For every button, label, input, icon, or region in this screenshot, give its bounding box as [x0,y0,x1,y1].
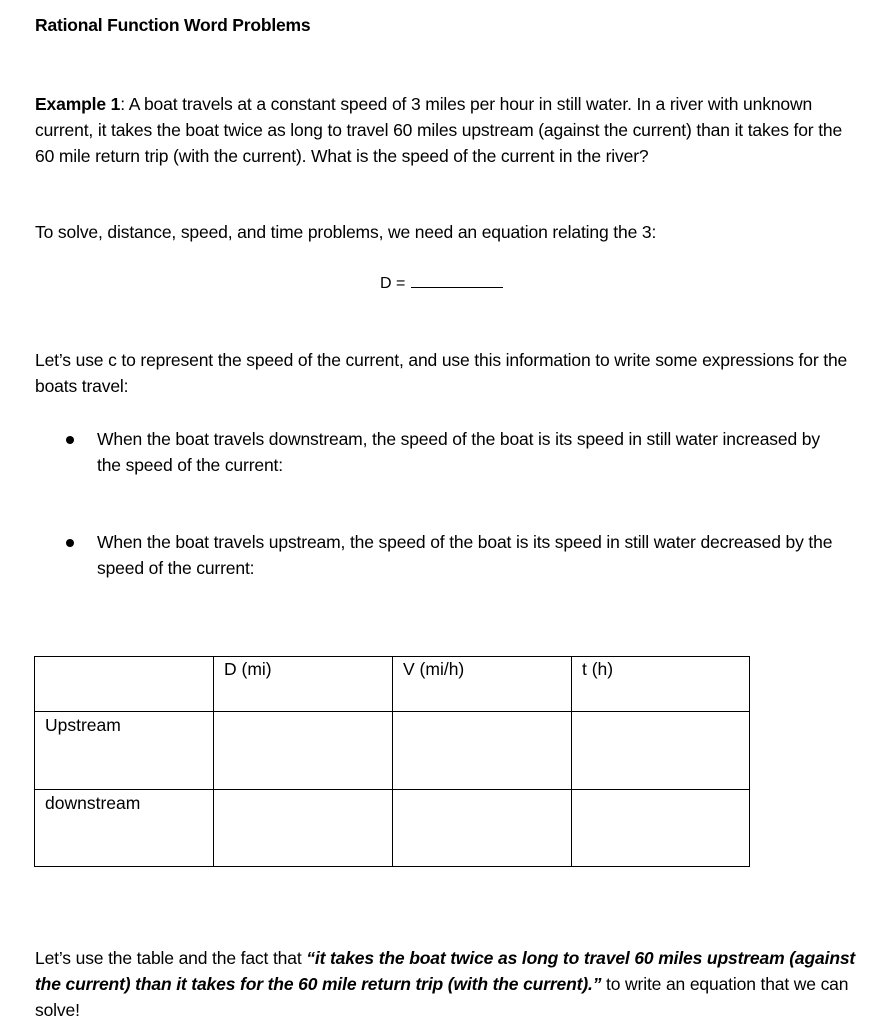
table-cell [393,712,572,790]
bullet-item-downstream [60,426,840,478]
table-header-cell: t (h) [572,657,750,712]
table-row [35,712,750,790]
bullet-icon [66,436,74,444]
example-separator: : [120,94,129,114]
table-row-label: downstream [35,790,214,867]
bullet-icon [66,539,74,547]
example-text: A boat travels at a constant speed of 3 miles per hour in still water. In a river with unknown current, it takes the boat twice as long to travel 60 miles upstream (against the current) than it takes for the 60 mile return trip (with the current). What is the speed of the current in the river? [35,94,843,166]
example-problem [35,91,865,169]
closing-suffix: to write an equation that we can solve! [35,974,849,1020]
table-cell [214,712,393,790]
closing-prefix: Let’s use the table and the fact that [35,948,307,968]
page-title: Rational Function Word Problems [35,15,311,35]
formula-lhs: D = [380,275,406,292]
bullet-text: When the boat travels upstream, the speed of the boat is its speed in still water decreased by the speed of the current: [97,532,833,578]
table-header-cell: D (mi) [214,657,393,712]
table-row [35,790,750,867]
table-cell [214,790,393,867]
table-header-cell: V (mi/h) [393,657,572,712]
example-label: Example 1 [35,94,121,114]
formula-blank [411,271,503,288]
intro-text: To solve, distance, speed, and time problems, we need an equation relating the 3: [35,222,657,242]
closing-paragraph [35,945,865,1023]
distance-formula [380,271,503,293]
bullet-text: When the boat travels downstream, the speed of the boat is its speed in still water increased by the speed of the current: [97,429,820,475]
table-cell [393,790,572,867]
table-cell [572,790,750,867]
distance-speed-time-table [34,656,750,867]
closing-quote: “it takes the boat twice as long to travel 60 miles upstream (against the current) than it takes for the 60 mile return trip (with the current).” [35,948,856,994]
table-row-label: Upstream [35,712,214,790]
bullet-item-upstream [60,529,840,581]
variable-intro-text: Let’s use c to represent the speed of the current, and use this information to write some expressions for the boats travel: [35,350,848,396]
table-header-cell [35,657,214,712]
table-cell [572,712,750,790]
table-header-row [35,657,750,712]
